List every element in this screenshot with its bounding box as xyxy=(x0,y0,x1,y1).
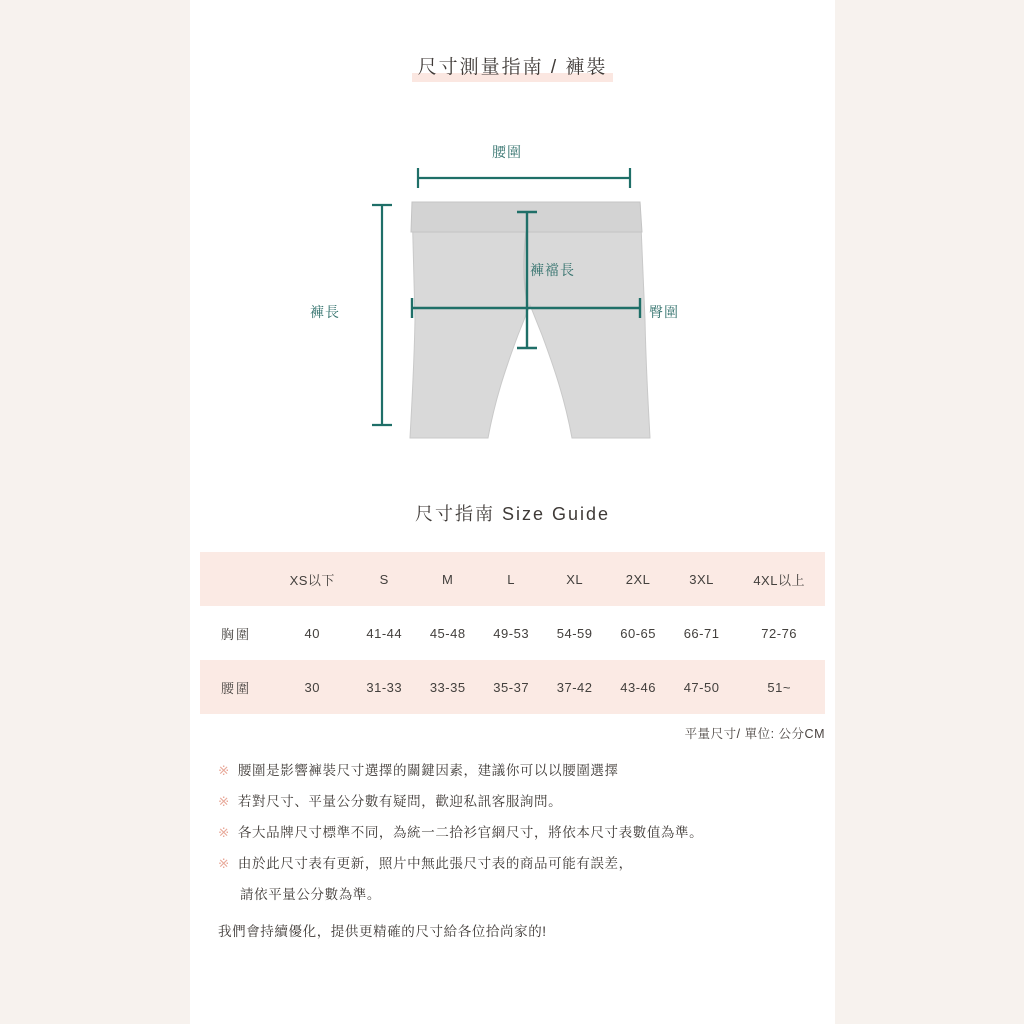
shorts-illustration xyxy=(190,120,835,470)
table-header-cell: 2XL xyxy=(606,552,669,606)
table-header-cell: XS以下 xyxy=(272,552,353,606)
table-cell: 43-46 xyxy=(606,660,669,714)
table-row xyxy=(200,606,825,660)
waist-measure-line xyxy=(418,168,630,188)
table-header-row xyxy=(200,552,825,606)
table-header-cell: XL xyxy=(543,552,606,606)
page-title xyxy=(412,52,614,79)
notes-list xyxy=(218,755,818,947)
note-text: 各大品牌尺寸標準不同，為統一二拾衫官網尺寸，將依本尺寸表數值為準。 xyxy=(237,825,704,840)
table-header-cell: L xyxy=(479,552,542,606)
table-header-cell: 4XL以上 xyxy=(733,552,825,606)
label-hip: 臀圍 xyxy=(649,304,679,320)
table-cell: 66-71 xyxy=(670,606,733,660)
table-cell: 45-48 xyxy=(416,606,479,660)
note-item xyxy=(218,848,818,879)
table-corner-cell xyxy=(200,552,272,606)
note-final-text: 我們會持續優化，提供更精確的尺寸給各位拾尚家的! xyxy=(218,924,547,939)
table-cell: 49-53 xyxy=(479,606,542,660)
label-length: 褲長 xyxy=(310,304,340,320)
note-item xyxy=(218,755,818,786)
row-label: 腰圍 xyxy=(200,660,272,714)
note-mark-icon: ※ xyxy=(218,856,230,871)
table-header-cell: 3XL xyxy=(670,552,733,606)
table-header-cell: M xyxy=(416,552,479,606)
table-cell: 30 xyxy=(272,660,353,714)
note-continuation xyxy=(218,879,818,910)
table-row xyxy=(200,660,825,714)
measurement-diagram xyxy=(190,120,835,470)
table-cell: 40 xyxy=(272,606,353,660)
size-guide-heading: 尺寸指南 Size Guide xyxy=(414,504,611,524)
table-cell: 54-59 xyxy=(543,606,606,660)
table-cell: 60-65 xyxy=(606,606,669,660)
note-item xyxy=(218,817,818,848)
label-waist: 腰圍 xyxy=(492,144,522,160)
note-text: 請依平量公分數為準。 xyxy=(240,887,381,902)
note-mark-icon: ※ xyxy=(218,825,230,840)
size-guide-page xyxy=(190,0,835,1024)
note-text: 若對尺寸、平量公分數有疑問，歡迎私訊客服詢問。 xyxy=(237,794,563,809)
note-text: 腰圍是影響褲裝尺寸選擇的關鍵因素，建議你可以以腰圍選擇 xyxy=(237,763,619,778)
size-table xyxy=(200,552,825,714)
table-cell: 31-33 xyxy=(353,660,416,714)
shorts-shape xyxy=(410,202,650,438)
table-cell: 51~ xyxy=(733,660,825,714)
note-mark-icon: ※ xyxy=(218,794,230,809)
note-text: 由於此尺寸表有更新，照片中無此張尺寸表的商品可能有誤差， xyxy=(237,856,633,871)
table-cell: 37-42 xyxy=(543,660,606,714)
table-cell: 41-44 xyxy=(353,606,416,660)
table-cell: 72-76 xyxy=(733,606,825,660)
unit-note: 平量尺寸/ 單位: 公分CM xyxy=(684,727,825,741)
row-label: 胸圍 xyxy=(200,606,272,660)
table-header-cell: S xyxy=(353,552,416,606)
page-title-wrapper xyxy=(190,52,835,79)
note-item xyxy=(218,786,818,817)
page-title-text: 尺寸測量指南 / 褲裝 xyxy=(417,57,608,78)
table-cell: 35-37 xyxy=(479,660,542,714)
note-mark-icon: ※ xyxy=(218,763,230,778)
table-cell: 33-35 xyxy=(416,660,479,714)
table-cell: 47-50 xyxy=(670,660,733,714)
length-measure-line xyxy=(372,205,392,425)
label-rise: 褲襠長 xyxy=(530,262,575,278)
